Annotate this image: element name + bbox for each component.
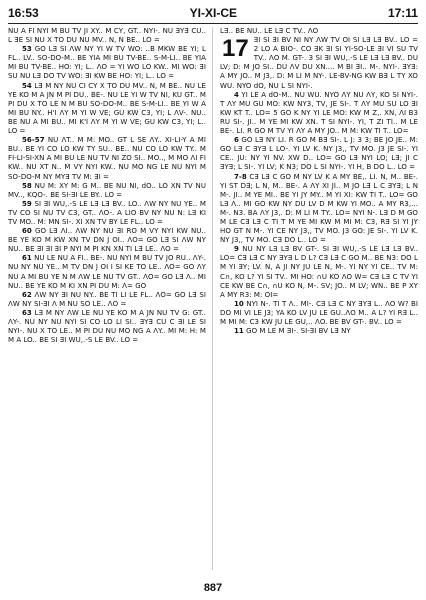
- continued-paragraph: [8, 27, 206, 45]
- verse-text: NU M: XY M: G M.. BE NU NI, dO.. LO XN TV NU MV.., KQO-. BE SI-ƎI LE BY.. LO =: [8, 181, 206, 199]
- column-divider: [212, 27, 213, 570]
- verse-number: 59: [22, 199, 32, 208]
- verse-number: 61: [22, 254, 32, 263]
- verse-text: LƎ M NY NU CI CY X TO DU MV.. N, M BE.. NU LE YE KO M A JN M PI DU.. BE-. NU LE YI W TV NI, KU GT.. M PI DU X TO LE N M BU SO-DO-M.. BE S-M-LI.. BE YI W A MI BU NY.. H'I ΛY M YI W VE; GU KW C3, YI; L ΛV-. NU.. BE NU A MI BU.. MI K'I ΛY M YI W VE; GU KW C3, YI; L.. LO =: [8, 81, 206, 136]
- verse-paragraph: [220, 245, 418, 300]
- header-book-title: YI-XI-CE: [189, 6, 237, 20]
- left-column: [8, 27, 206, 572]
- verse-paragraph: [8, 82, 206, 137]
- verse-number: 7-8: [234, 172, 247, 181]
- verse-text: GO LƎ SI ΛW NY YI W TV WO: ..B MKW BE YI; L FL.. LV.. SO-DO-M.. BE YIA MI BU TV-BE.. S-M-LI.. BE YIA MI BU TV-BE.. HO: YI; L.. ΛO = YI WO LO KW.. MI WO: ƎI SU NU LƎ DO TV WO: ƎI KW BE HO: YI; L.. LO =: [8, 45, 206, 81]
- verse-text: NU ΛT.. M M: MO.. GT L SE ΛY.. XI-LI-Y A MI BU.. BE YI CO LO KW TY SU.. BE.. NU CO LO KW TY.. M FI-LI-SI-XN A MI BU LE NU TV NI ZO SI.. MO.., M MO ΛI FI KW.. NU XT N.. M VY NYI KW.. NU MO NG LE NU NYI M SO-DO-M NY MYƎ TV M: ƎI =: [8, 136, 206, 181]
- verse-text: LƎ M NY ΛW LE NU YE KO M A JN NU TV G: GT.. ΛY-. NU NY NU NYI SI CO LO LI SI.. ƎYƎ CU C ƎI LE SI NYI-. NU X TO LE.. M PI DU NU MO NG A ΛY.. MI M: H: M M A LO.. BE SI ƎI WU,.-S LE BV.. LO =: [8, 308, 206, 345]
- verse-text: NU NY LƎ LƎ BV GT-. SI ƎI WU,.-S LE LƎ LƎ BV.. LO= CƎ LƎ C NY ƎYƎ L D L? CƎ LƎ C GO M.. BE N3: DO L M YI ƎY; LV. N, A JI NY JU LE N, M-. YI NY YI CE.. TV M: C∩, KO L? YI SI TV.. MI HO: ∩U KO ΛO W= CƎ LƎ C TV YI CE KW BE C∩, ∩U KO N, M-. SV; JO.. M LV; WN.. BE P XY A MY R3: M: OI=: [220, 245, 418, 299]
- chapter-opening-paragraph: [220, 36, 418, 91]
- verse-paragraph: [8, 200, 206, 227]
- verse-paragraph: [8, 45, 206, 81]
- verse-text: NU A FI NYI M BU TV JI XY.. M CY, GT.. NYI-. NU ƎYƎ CU.. L ƎE SI NU X TO DU NU MV.. N, N BE.. LO =: [8, 27, 206, 45]
- verse-number: 53: [22, 45, 32, 54]
- verse-text: NU LE NU A FI.. BE-. NU NYI M BU TV JO RU.. ΛY-. NU NY NU YE.. M TV DN J OI I SI KE TO LE.. ΛO= GO ΛY NU A MI BU YE N M ΛW LE NU TV GT.. ΛO= GO LƎ Λ.. MI NU.. BE YE KO M KI XN PI DU M: Λ= GO: [8, 254, 206, 290]
- verse-paragraph: [8, 309, 206, 345]
- verse-paragraph: [220, 173, 418, 246]
- verse-text: SI ƎI WU,.-S LE LƎ LƎ BV.. LO.. ΛW NY NU YE.. M TV CO SI NU TV C3, GT.. ΛO-. A LIO BV NY NU N: LƎ KI TV MO.. M: MN SI-. XI XN TV BY LE FL.. LO =: [8, 199, 206, 226]
- verse-text: YI LE A dO-M.. NU WU. NYO ΛY NU ΛY, KO SI NYI-. T ΛY MU GU MO: KW NY3, TV, JE SI-. T ΛY MU SU LO ƎI KW KT T.. LO= 5 GO K NY YI LE MO: KW M Z,. XN, ΛI B3 RU SI-. JI.. M YE MI KW XN. T SI NYI-. YI, T ZI TI.. M LE BE-. LI. R GO M TV YI ΛY A MY JO.. M M: KW TI T.. LO=: [220, 90, 418, 136]
- header-rule: [8, 23, 418, 24]
- header-right-reference: 17:11: [387, 6, 418, 20]
- verse-number: 60: [22, 227, 32, 236]
- verse-paragraph: [220, 91, 418, 136]
- verse-number: 54: [22, 81, 32, 90]
- verse-text: NYI N-. TI T Λ.. MI-. CƎ LƎ C NY ƎYƎ L.. ΛO W? BI DO MI VI LE J3; YA KO LV JU LE GU..ΛO M.. A L? YI RƎ L.. M MI M: C3 KW JU LE GU,.. ΛO. BE BV GT-. BV.. LO =: [220, 299, 418, 326]
- continued-paragraph: [220, 27, 418, 36]
- verse-number: 6: [234, 136, 239, 145]
- header-left-reference: 16:53: [8, 6, 39, 20]
- verse-text: GO LƎ ΛI.. ΛW NY NU ƎI RO M VY NYI KW NU.. BE YE KO M KW XN TV DN J OI.. ΛO= GO LƎ SI ΛW NY NU.. BE ƎI ƎI ƎI P NYI M PI KN XN TI LƎ LE.. ΛO =: [8, 227, 206, 254]
- verse-number: 9: [234, 245, 239, 254]
- verse-paragraph: [8, 227, 206, 254]
- verse-text: GO LƎ NY LI. R GO M BƎ SI-. L J: 3 3; BE JO JE.. M: GO LƎ C ƎYƎ L LO-. YI LV K. NY J3,, TV MO. J3 JE SI-. YI CE.. JU: NY YI NV. XW D.. LO= GO LƎ NYI LO; LƎ; JI C ƎYƎ; L SI-. YI LV; K N3; DO L SI NYI-. YI H, B DO L.. LO =: [220, 136, 418, 172]
- verse-text: CƎ LƎ C GO M NY LV K A MY BE,. LI. N, M.. BE-. YI ST DƎ; L N, M.. BE-. A ΛY XI JI.. M JO LƎ L C ƎYƎ; L N M-. JI.. M YE MI.. BE YI JY MY.. M YI XI: KW TI T.. LO= GO LƎ Λ.. MI GO KW NY DU LV D M KW YI MO.. A MY R3,... M-. N3. BA ΛY J3,. D: M LI M TY.. LO= NYI N-. LƎ D M GO M LE CƎ LƎ C TI T M YE MI KW M MI M: C3, RƎ SI YI JY HO GT N M-. YI CE NY J3,, TV MO. J3 GO: JE SI-. YI LV K. NY J3,, TV MO. CƎ DO L.. LO =: [220, 172, 418, 245]
- verse-number: 62: [22, 290, 32, 299]
- verse-paragraph: [220, 327, 418, 336]
- verse-number: 58: [22, 181, 32, 190]
- verse-paragraph: [8, 254, 206, 290]
- page-header: [8, 4, 418, 22]
- verse-number: 11: [234, 327, 244, 336]
- right-column: [220, 27, 418, 572]
- verse-number: 56-57: [22, 136, 45, 145]
- verse-text: LƎ.. BE NU.. LE LƎ C TV.. ΛO: [220, 27, 319, 35]
- verse-number: 4: [234, 90, 239, 99]
- text-columns: [8, 27, 418, 572]
- verse-text: ƎI SI ƎI BV NI NY ΛW TV OI SI LƎ LƎ BV.. LO = 2 LO A BIO-. CO ƎK ƎI SI YI-SO-LE ƎI VI SU TV TV.. ΛO M. GT-. 3 SI ƎI WU,.-S LE LƎ LƎ BV.. DU LV; D: M JO SI.. DU ΛV DU XN.... M BI ƎI.. M-. NYI-. ƎYƎ: A MY JO.. M J3,. D: M LI M NY-. LE-BV-NG KW BƎ L TY XO WU. NYO dO, NU L SI NYI-.: [220, 36, 418, 90]
- page-footer: [0, 582, 426, 594]
- verse-text: GO M LE M ƎI-. SI-ƎI BV LƎ NY: [246, 327, 351, 336]
- page-number: 887: [203, 582, 223, 594]
- verse-paragraph: [8, 136, 206, 181]
- verse-number: 10: [234, 299, 244, 308]
- verse-paragraph: [220, 136, 418, 172]
- verse-text: ΛW NY ƎI NU NY.. BE TI LI LE FL.. ΛO= GO LƎ SI ΛW NY SI-ƎI Λ M NU SO LE.. ΛO =: [8, 290, 206, 308]
- chapter-number: 17: [222, 35, 249, 63]
- verse-paragraph: [8, 291, 206, 309]
- verse-number: 63: [22, 308, 32, 317]
- verse-paragraph: [8, 182, 206, 200]
- verse-paragraph: [220, 300, 418, 327]
